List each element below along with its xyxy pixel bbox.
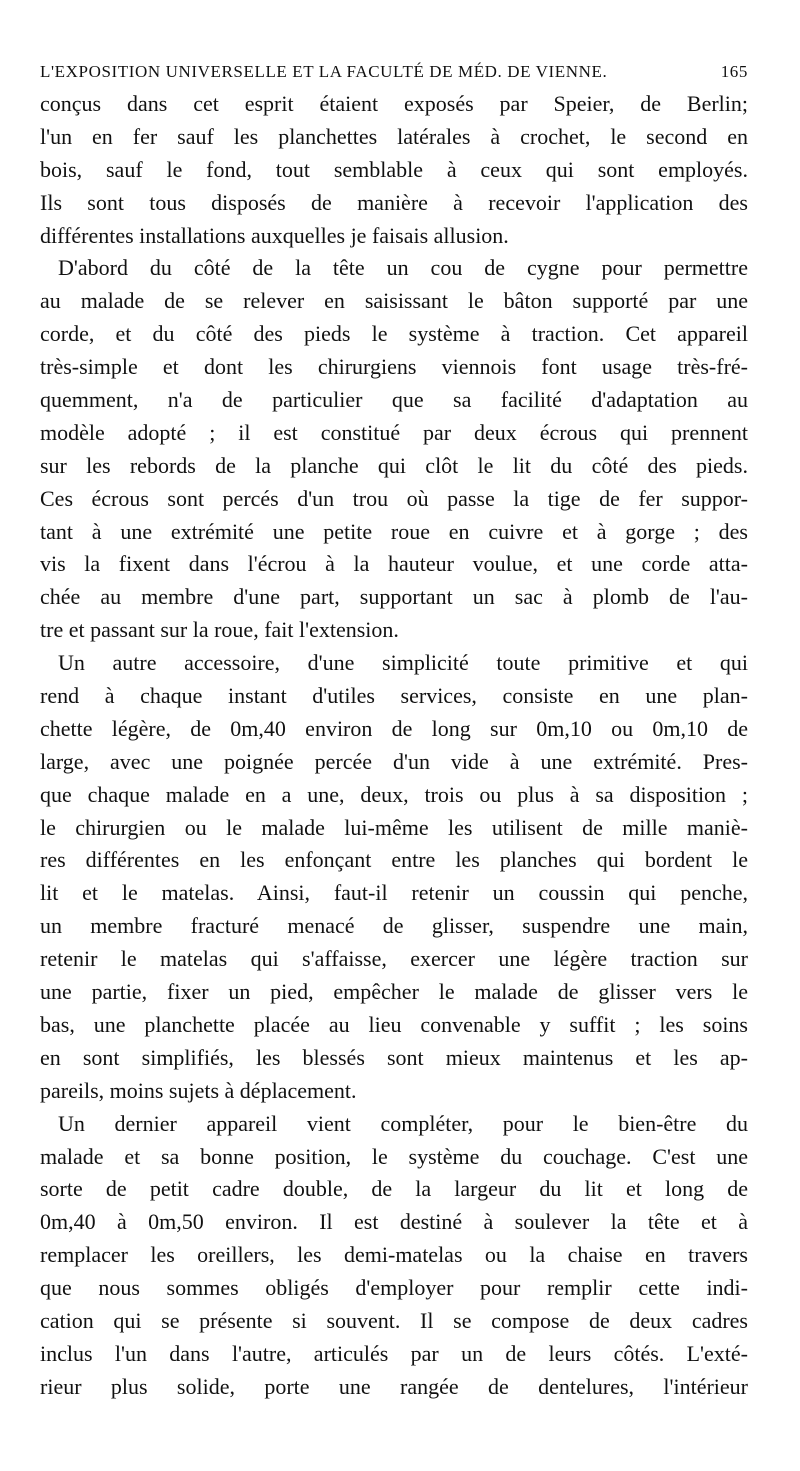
text-line: rieur plus solide, porte une rangée de dentelures, l'intérieur [40,1373,748,1399]
text-line: tre et passant sur la roue, fait l'extension. [40,617,399,643]
text-line: très-simple et dont les chirurgiens viennois font usage très-fré- [40,354,748,380]
text-line: 0m,40 à 0m,50 environ. Il est destiné à soulever la tête et à [40,1209,748,1235]
paragraph-first-line: D'abord du côté de la tête un cou de cygne pour permettre [58,255,748,281]
text-line: tant à une extrémité une petite roue en cuivre et à gorge ; des [40,518,748,544]
text-line: quemment, n'a de particulier que sa facilité d'adaptation au [40,387,748,413]
running-title: L'EXPOSITION UNIVERSELLE ET LA FACULTÉ DE MÉD. DE VIENNE. [40,62,608,81]
text-line: conçus dans cet esprit étaient exposés par Speier, de Berlin; [40,91,748,116]
body-text [40,88,748,1404]
text-line: pareils, moins sujets à déplacement. [40,1077,357,1103]
text-line: malade et sa bonne position, le système du couchage. C'est une [40,1143,748,1169]
paragraph-first-line: Un autre accessoire, d'une simplicité toute primitive et qui [58,650,748,676]
text-line: chée au membre d'une part, supportant un sac à plomb de l'au- [40,584,748,610]
text-line: corde, et du côté des pieds le système à traction. Cet appareil [40,321,748,347]
text-line: le chirurgien ou le malade lui-même les utilisent de mille maniè- [40,814,748,840]
text-line: chette légère, de 0m,40 environ de long sur 0m,10 ou 0m,10 de [40,715,748,741]
text-line: sorte de petit cadre double, de la largeur du lit et long de [40,1176,748,1202]
text-line: bois, sauf le fond, tout semblable à ceux qui sont employés. [40,156,748,182]
text-line: lit et le matelas. Ainsi, faut-il retenir un coussin qui penche, [40,880,748,906]
text-line: au malade de se relever en saisissant le bâton supporté par une [40,288,748,314]
paragraph-first-line: Un dernier appareil vient compléter, pour le bien-être du [58,1110,748,1136]
text-line: res différentes en les enfonçant entre les planches qui bordent le [40,847,748,873]
text-line: que nous sommes obligés d'employer pour remplir cette indi- [40,1275,748,1301]
text-line: l'un en fer sauf les planchettes latérales à crochet, le second en [40,123,748,149]
text-line: différentes installations auxquelles je faisais allusion. [40,222,509,248]
text-line: cation qui se présente si souvent. Il se compose de deux cadres [40,1307,748,1333]
text-line: Ces écrous sont percés d'un trou où passe la tige de fer suppor- [40,485,748,511]
text-line: vis la fixent dans l'écrou à la hauteur voulue, et une corde atta- [40,551,748,577]
text-line: sur les rebords de la planche qui clôt le lit du côté des pieds. [40,452,748,478]
text-line: en sont simplifiés, les blessés sont mieux maintenus et les ap- [40,1044,748,1070]
running-header [40,62,748,86]
text-line: remplacer les oreillers, les demi-matelas ou la chaise en travers [40,1242,748,1268]
text-line: large, avec une poignée percée d'un vide à une extrémité. Pres- [40,748,748,774]
text-line: un membre fracturé menacé de glisser, suspendre une main, [40,913,748,939]
text-line: modèle adopté ; il est constitué par deux écrous qui prennent [40,419,748,445]
text-line: que chaque malade en a une, deux, trois ou plus à sa disposition ; [40,781,748,807]
text-line: inclus l'un dans l'autre, articulés par un de leurs côtés. L'exté- [40,1340,748,1366]
page-number: 165 [720,62,748,81]
text-line: bas, une planchette placée au lieu convenable y suffit ; les soins [40,1011,748,1037]
text-line: rend à chaque instant d'utiles services, consiste en une plan- [40,683,748,709]
text-line: retenir le matelas qui s'affaisse, exercer une légère traction sur [40,946,748,972]
text-line: une partie, fixer un pied, empêcher le malade de glisser vers le [40,979,748,1005]
text-line: Ils sont tous disposés de manière à recevoir l'application des [40,189,748,215]
